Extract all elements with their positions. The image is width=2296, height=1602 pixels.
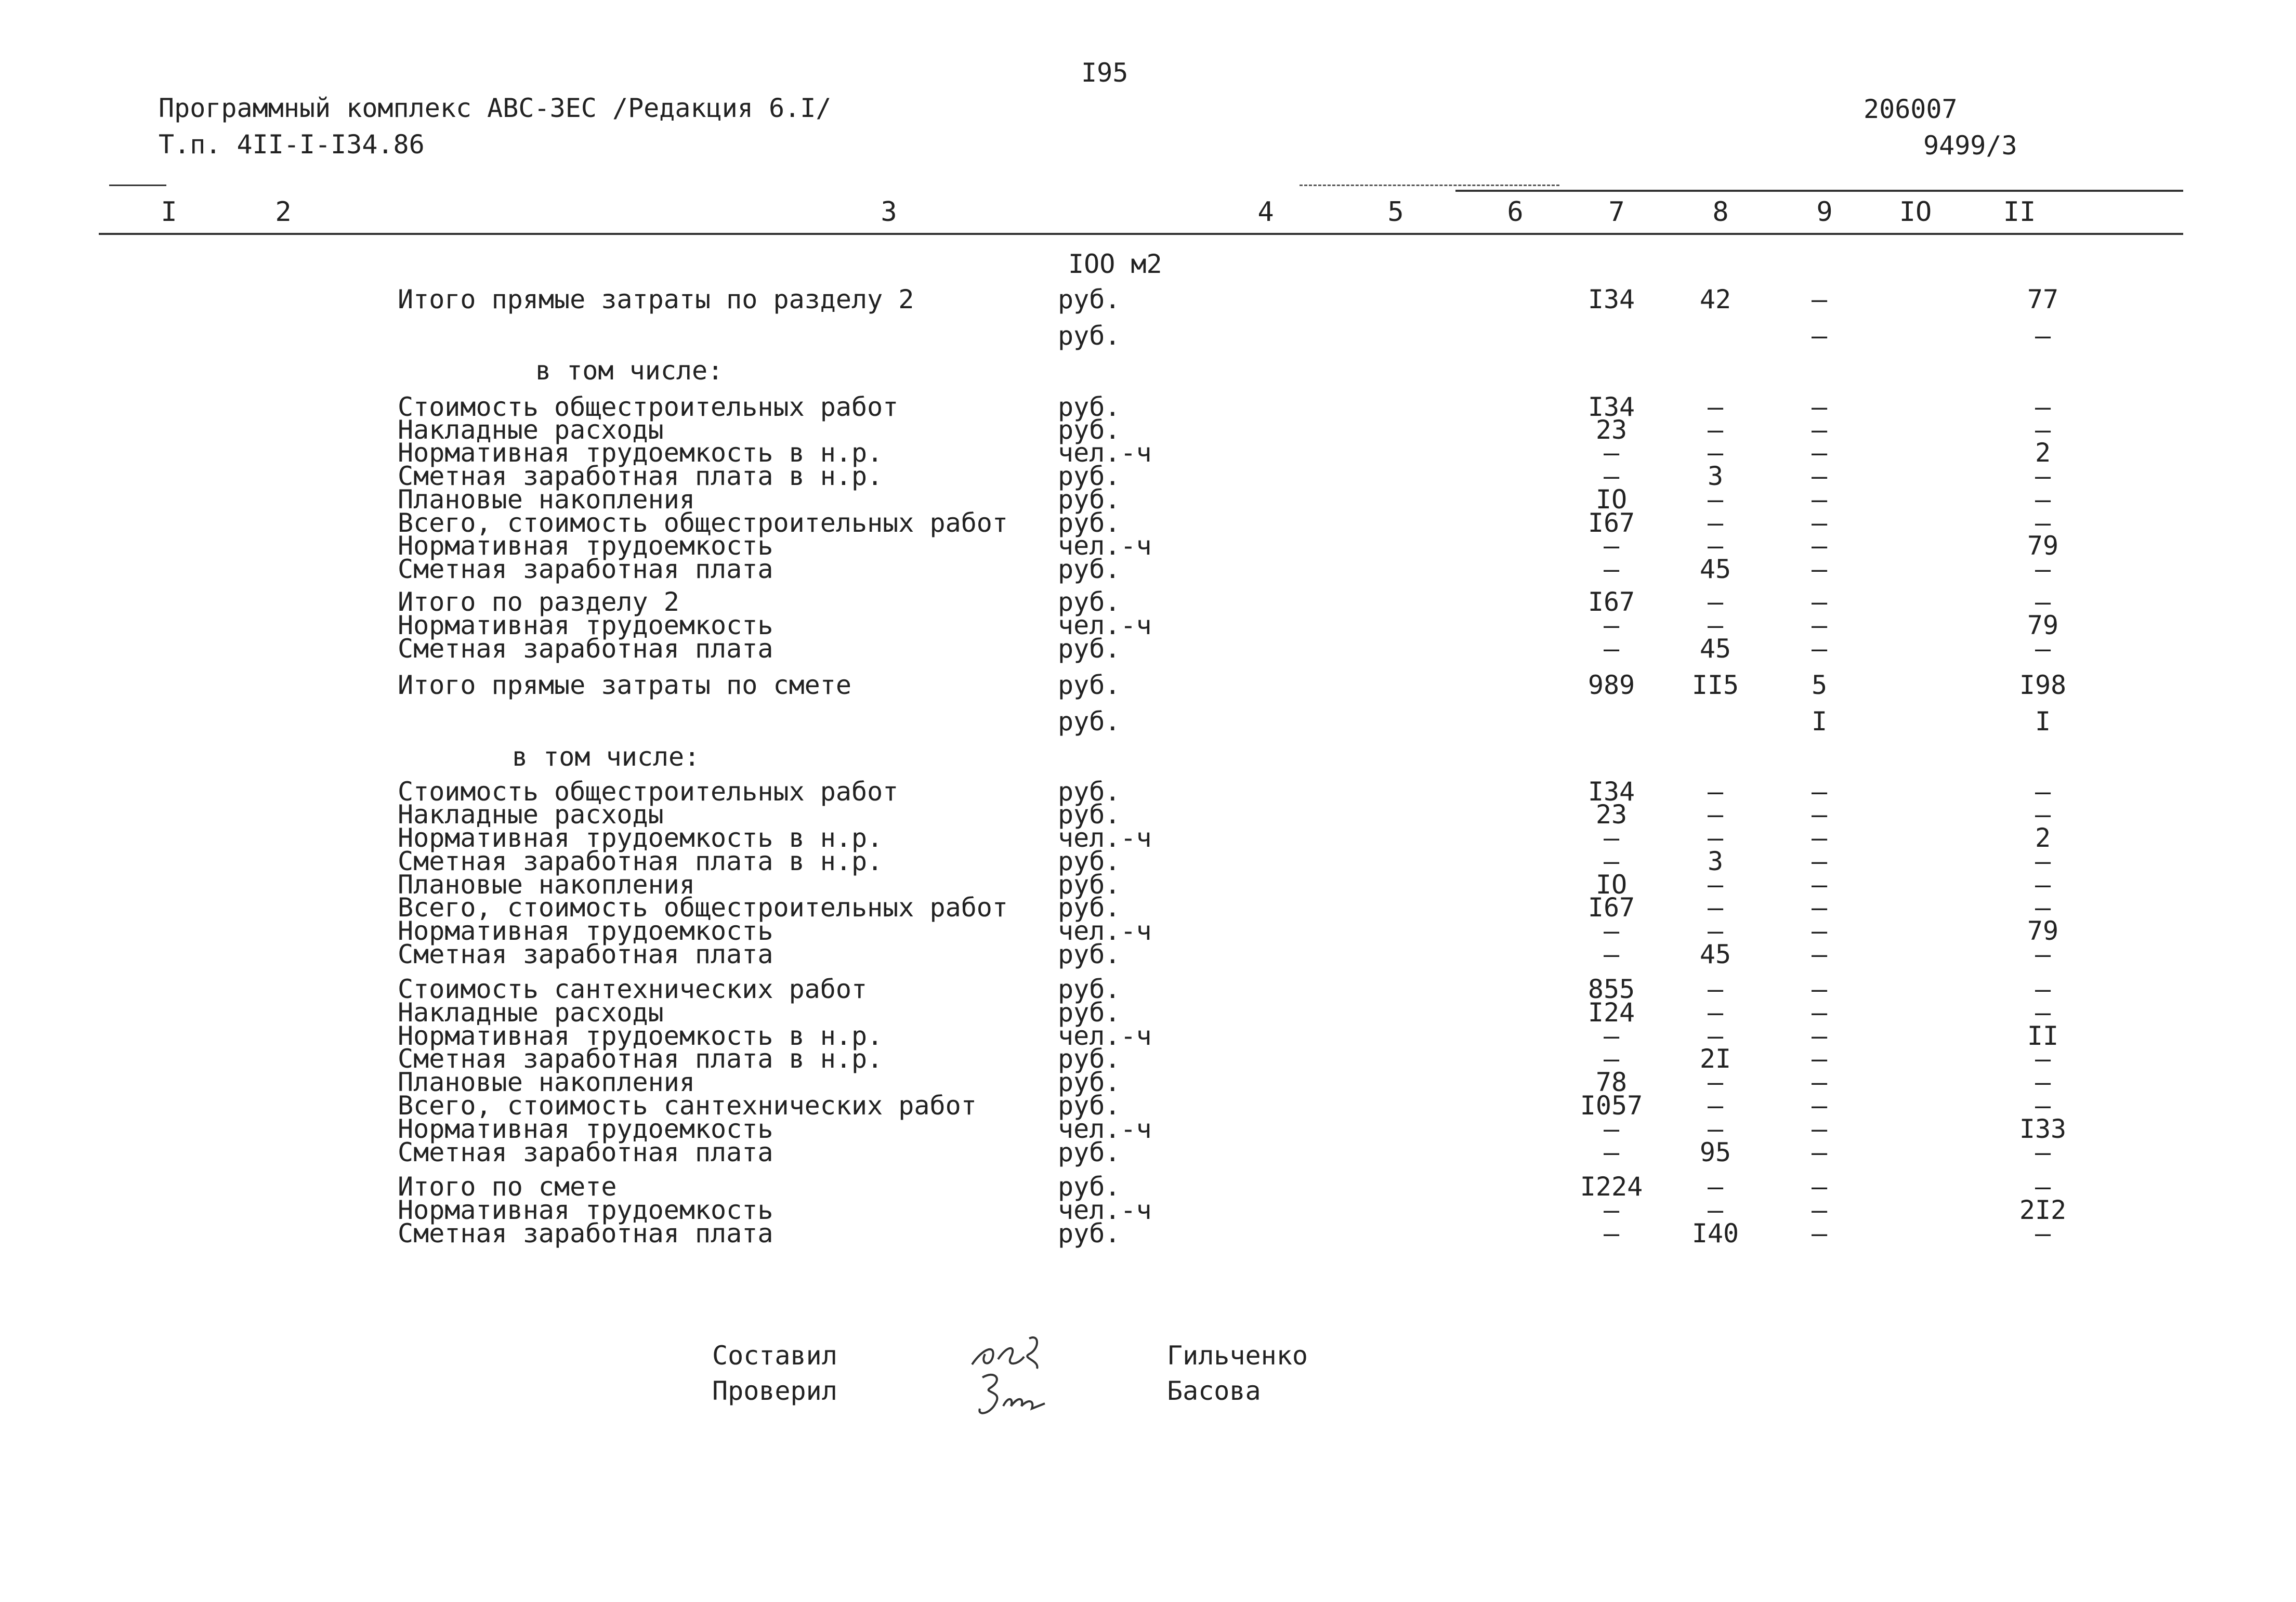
table-row (0, 484, 2296, 515)
col11-value: – (2035, 846, 2051, 876)
table-row (0, 846, 2296, 876)
col7-value: – (1603, 1021, 1620, 1051)
col8-value: – (1707, 799, 1724, 830)
col8-value: – (1707, 777, 1724, 807)
table-row (0, 1021, 2296, 1051)
col7-value: I224 (1580, 1172, 1643, 1202)
col9-value: – (1811, 939, 1828, 969)
table-row (0, 284, 2296, 314)
col8-value: 42 (1699, 284, 1731, 314)
col8-value: – (1707, 508, 1724, 538)
col11-value: – (2035, 461, 2051, 491)
col9-value: – (1811, 554, 1828, 584)
col11-value: – (2035, 997, 2051, 1028)
row-description: Нормативная трудоемкость (398, 1195, 773, 1225)
row-unit: руб. (1058, 461, 1121, 491)
col11-value: 79 (2027, 531, 2059, 561)
row-description: Сметная заработная плата в н.р. (398, 1044, 883, 1074)
col8-value: – (1707, 1067, 1724, 1097)
row-description: Накладные расходы (398, 997, 664, 1028)
col7-value: I34 (1587, 284, 1635, 314)
row-unit: руб. (1058, 846, 1121, 876)
row-description: Нормативная трудоемкость в н.р. (398, 823, 883, 853)
col7-value: IO (1595, 484, 1628, 515)
col7-value: I34 (1587, 777, 1635, 807)
row-description: Нормативная трудоемкость в н.р. (398, 438, 883, 468)
row-description: Сметная заработная плата (398, 1137, 773, 1167)
col9-value: – (1811, 846, 1828, 876)
table-row (0, 356, 2296, 386)
col9-value: – (1811, 461, 1828, 491)
col9-value: – (1811, 1114, 1828, 1144)
col11-value: I98 (2019, 670, 2067, 700)
col8-value: – (1707, 531, 1724, 561)
row-unit: руб. (1058, 1172, 1121, 1202)
table-row (0, 554, 2296, 584)
col9-value: – (1811, 1195, 1828, 1225)
header-top-rule-left (109, 185, 166, 186)
col9-value: – (1811, 916, 1828, 946)
col7-value: 23 (1595, 415, 1628, 445)
col8-value: – (1707, 587, 1724, 617)
col11-value: 77 (2027, 284, 2059, 314)
row-unit: руб. (1058, 939, 1121, 969)
col7-value: – (1603, 1218, 1620, 1249)
row-unit: руб. (1058, 415, 1121, 445)
table-row (0, 1137, 2296, 1167)
row-description: Сметная заработная плата (398, 634, 773, 664)
table-row (0, 438, 2296, 468)
table-row (0, 1114, 2296, 1144)
table-row (0, 1044, 2296, 1074)
table-row (0, 1218, 2296, 1249)
column-number: 6 (1507, 196, 1524, 228)
col7-value: – (1603, 916, 1620, 946)
project-number: Т.п. 4II-I-I34.86 (159, 129, 425, 160)
table-row (0, 823, 2296, 853)
row-description: Итого по смете (398, 1172, 617, 1202)
header-top-rule-mid (1300, 185, 1559, 186)
col11-value: – (2035, 1044, 2051, 1074)
column-number: 7 (1608, 196, 1625, 228)
col11-value: 79 (2027, 610, 2059, 640)
row-description: Нормативная трудоемкость (398, 1114, 773, 1144)
row-description: Итого прямые затраты по разделу 2 (398, 284, 914, 314)
col11-value: – (2035, 484, 2051, 515)
col11-value: – (2035, 1218, 2051, 1249)
col7-value: 855 (1587, 974, 1635, 1004)
table-row (0, 777, 2296, 807)
col7-value: – (1603, 554, 1620, 584)
row-description: Сметная заработная плата (398, 554, 773, 584)
table-row (0, 916, 2296, 946)
col8-value: 3 (1707, 846, 1724, 876)
col7-value: – (1603, 1195, 1620, 1225)
col9-value: – (1811, 508, 1828, 538)
checked-by-label: Проверил (712, 1376, 837, 1406)
col9-value: – (1811, 438, 1828, 468)
row-description: Плановые накопления (398, 1067, 695, 1097)
row-unit: руб. (1058, 1044, 1121, 1074)
col11-value: – (2035, 554, 2051, 584)
col7-value: – (1603, 610, 1620, 640)
table-row (0, 392, 2296, 422)
col7-value: I67 (1587, 587, 1635, 617)
row-unit: руб. (1058, 870, 1121, 900)
col8-value: 45 (1699, 554, 1731, 584)
col7-value: I34 (1587, 392, 1635, 422)
col9-value: – (1811, 484, 1828, 515)
col7-value: – (1603, 823, 1620, 853)
col8-value: – (1707, 438, 1724, 468)
col9-value: – (1811, 1172, 1828, 1202)
col8-value: – (1707, 1021, 1724, 1051)
col11-value: – (2035, 415, 2051, 445)
col7-value: – (1603, 1114, 1620, 1144)
row-description: Сметная заработная плата в н.р. (398, 846, 883, 876)
col7-value: 989 (1587, 670, 1635, 700)
table-row (0, 670, 2296, 700)
col9-value: – (1811, 1218, 1828, 1249)
row-unit: чел.-ч (1058, 1195, 1152, 1225)
col9-value: – (1811, 1021, 1828, 1051)
row-description: Нормативная трудоемкость (398, 916, 773, 946)
row-unit: руб. (1058, 554, 1121, 584)
col9-value: – (1811, 974, 1828, 1004)
row-description: Сметная заработная плата в н.р. (398, 461, 883, 491)
col8-value: II5 (1691, 670, 1739, 700)
table-row (0, 742, 2296, 772)
row-unit: руб. (1058, 1137, 1121, 1167)
col9-value: – (1811, 392, 1828, 422)
row-description: Стоимость сантехнических работ (398, 974, 868, 1004)
col9-value: – (1811, 321, 1828, 351)
col8-value: – (1707, 610, 1724, 640)
row-description: Накладные расходы (398, 415, 664, 445)
row-unit: руб. (1058, 997, 1121, 1028)
col8-value: 2I (1699, 1044, 1731, 1074)
col8-value: – (1707, 823, 1724, 853)
col11-value: 2 (2035, 438, 2051, 468)
row-unit: чел.-ч (1058, 916, 1152, 946)
col8-value: – (1707, 392, 1724, 422)
row-description: Итого прямые затраты по смете (398, 670, 851, 700)
table-row (0, 249, 2296, 279)
program-title: Программный комплекс АВС-3ЕС /Редакция 6.I/ (159, 93, 832, 123)
col8-value: 45 (1699, 939, 1731, 969)
column-number: 4 (1257, 196, 1274, 228)
table-row (0, 610, 2296, 640)
col11-value: II (2027, 1021, 2059, 1051)
row-description: в том числе: (512, 742, 700, 772)
col7-value: – (1603, 531, 1620, 561)
col11-value: – (2035, 870, 2051, 900)
col7-value: I24 (1587, 997, 1635, 1028)
col8-value: – (1707, 916, 1724, 946)
row-unit: руб. (1058, 484, 1121, 515)
col7-value: – (1603, 1044, 1620, 1074)
row-unit: руб. (1058, 777, 1121, 807)
col9-value: – (1811, 1091, 1828, 1121)
table-row (0, 1195, 2296, 1225)
col7-value: – (1603, 1137, 1620, 1167)
col11-value: – (2035, 587, 2051, 617)
row-description: в том числе: (535, 356, 724, 386)
col9-value: – (1811, 634, 1828, 664)
col9-value: – (1811, 777, 1828, 807)
row-description: Нормативная трудоемкость (398, 531, 773, 561)
col11-value: – (2035, 974, 2051, 1004)
row-unit: руб. (1058, 1218, 1121, 1249)
row-unit: руб. (1058, 284, 1121, 314)
table-row (0, 1067, 2296, 1097)
col11-value: – (2035, 392, 2051, 422)
col9-value: – (1811, 531, 1828, 561)
col9-value: – (1811, 997, 1828, 1028)
col11-value: – (2035, 777, 2051, 807)
table-row (0, 634, 2296, 664)
column-header-bottom-rule (99, 233, 2183, 235)
row-description: Сметная заработная плата (398, 1218, 773, 1249)
col7-value: I67 (1587, 508, 1635, 538)
col7-value: – (1603, 939, 1620, 969)
column-number: 2 (275, 196, 292, 228)
col8-value: – (1707, 415, 1724, 445)
column-number: 3 (881, 196, 897, 228)
row-unit: руб. (1058, 974, 1121, 1004)
row-unit: руб. (1058, 1067, 1121, 1097)
row-unit: чел.-ч (1058, 531, 1152, 561)
col9-value: – (1811, 284, 1828, 314)
col8-value: 95 (1699, 1137, 1731, 1167)
row-unit: чел.-ч (1058, 438, 1152, 468)
col9-value: – (1811, 870, 1828, 900)
row-unit: руб. (1058, 670, 1121, 700)
sheet-number: 9499/3 (1923, 130, 2017, 161)
col9-value: – (1811, 799, 1828, 830)
col11-value: – (2035, 1137, 2051, 1167)
col11-value: – (2035, 892, 2051, 923)
row-description: Стоимость общестроительных работ (398, 777, 899, 807)
col11-value: – (2035, 799, 2051, 830)
table-row (0, 974, 2296, 1004)
row-unit: руб. (1058, 392, 1121, 422)
row-description: Плановые накопления (398, 484, 695, 515)
col8-value: – (1707, 1091, 1724, 1121)
row-description: Нормативная трудоемкость (398, 610, 773, 640)
col8-value: – (1707, 484, 1724, 515)
column-number: I (161, 196, 177, 228)
row-description: Плановые накопления (398, 870, 695, 900)
row-unit: IOO м2 (1068, 249, 1162, 279)
column-number: IO (1899, 196, 1932, 228)
col11-value: 2I2 (2019, 1195, 2067, 1225)
col7-value: – (1603, 634, 1620, 664)
row-unit: руб. (1058, 587, 1121, 617)
col7-value: I67 (1587, 892, 1635, 923)
table-row (0, 531, 2296, 561)
col8-value: 3 (1707, 461, 1724, 491)
row-description: Нормативная трудоемкость в н.р. (398, 1021, 883, 1051)
col9-value: – (1811, 610, 1828, 640)
row-unit: чел.-ч (1058, 823, 1152, 853)
col11-value: 2 (2035, 823, 2051, 853)
row-unit: чел.-ч (1058, 1021, 1152, 1051)
col7-value: IO (1595, 870, 1628, 900)
col8-value: – (1707, 997, 1724, 1028)
row-description: Итого по разделу 2 (398, 587, 679, 617)
row-description: Стоимость общестроительных работ (398, 392, 899, 422)
col9-value: – (1811, 823, 1828, 853)
col9-value: – (1811, 415, 1828, 445)
col11-value: – (2035, 508, 2051, 538)
row-unit: руб. (1058, 508, 1121, 538)
column-number: 9 (1816, 196, 1833, 228)
table-row (0, 870, 2296, 900)
row-unit: руб. (1058, 799, 1121, 830)
col11-value: – (2035, 1172, 2051, 1202)
col8-value: – (1707, 1195, 1724, 1225)
row-unit: руб. (1058, 321, 1121, 351)
col8-value: I40 (1691, 1218, 1739, 1249)
header-top-rule-right (1455, 190, 2183, 192)
document-code: 206007 (1864, 94, 1958, 124)
row-unit: руб. (1058, 892, 1121, 923)
col9-value: – (1811, 1137, 1828, 1167)
col8-value: – (1707, 870, 1724, 900)
column-number: 8 (1712, 196, 1729, 228)
col9-value: I (1811, 706, 1828, 737)
table-row (0, 321, 2296, 351)
table-row (0, 939, 2296, 969)
row-description: Всего, стоимость общестроительных работ (398, 892, 1008, 923)
col9-value: – (1811, 1067, 1828, 1097)
col11-value: – (2035, 321, 2051, 351)
compiled-by-label: Составил (712, 1341, 837, 1371)
table-row (0, 706, 2296, 737)
row-unit: чел.-ч (1058, 610, 1152, 640)
page-number: I95 (1081, 58, 1129, 88)
row-description: Всего, стоимость сантехнических работ (398, 1091, 977, 1121)
col11-value: – (2035, 939, 2051, 969)
col11-value: 79 (2027, 916, 2059, 946)
row-description: Накладные расходы (398, 799, 664, 830)
col9-value: – (1811, 892, 1828, 923)
row-description: Сметная заработная плата (398, 939, 773, 969)
col9-value: 5 (1811, 670, 1828, 700)
column-number: 5 (1387, 196, 1404, 228)
row-unit: руб. (1058, 706, 1121, 737)
col11-value: – (2035, 1067, 2051, 1097)
col7-value: – (1603, 846, 1620, 876)
col7-value: 23 (1595, 799, 1628, 830)
column-number: II (2003, 196, 2036, 228)
row-description: Всего, стоимость общестроительных работ (398, 508, 1008, 538)
col7-value: – (1603, 461, 1620, 491)
col11-value: I33 (2019, 1114, 2067, 1144)
col11-value: – (2035, 634, 2051, 664)
row-unit: чел.-ч (1058, 1114, 1152, 1144)
col7-value: – (1603, 438, 1620, 468)
signature-checker (967, 1367, 1060, 1424)
col11-value: – (2035, 1091, 2051, 1121)
col7-value: 78 (1595, 1067, 1628, 1097)
col7-value: I057 (1580, 1091, 1643, 1121)
row-unit: руб. (1058, 634, 1121, 664)
col8-value: – (1707, 974, 1724, 1004)
col8-value: 45 (1699, 634, 1731, 664)
col8-value: – (1707, 892, 1724, 923)
col11-value: I (2035, 706, 2051, 737)
col9-value: – (1811, 1044, 1828, 1074)
col8-value: – (1707, 1114, 1724, 1144)
col8-value: – (1707, 1172, 1724, 1202)
compiled-by-name: Гильченко (1167, 1341, 1308, 1371)
col9-value: – (1811, 587, 1828, 617)
row-unit: руб. (1058, 1091, 1121, 1121)
checked-by-name: Басова (1167, 1376, 1261, 1406)
table-row (0, 461, 2296, 491)
